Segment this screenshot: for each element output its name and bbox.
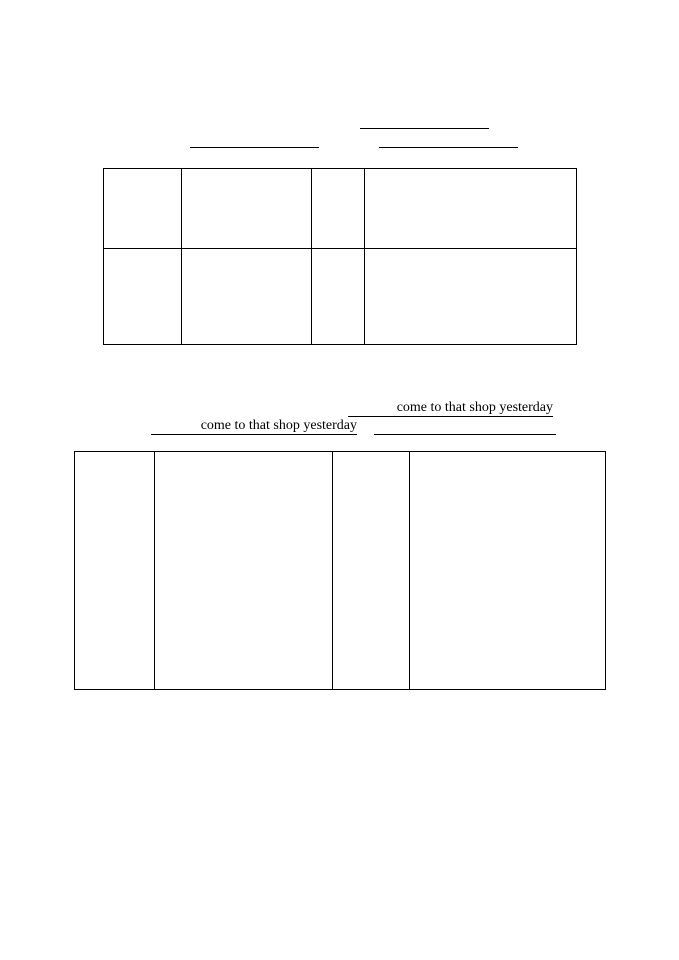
- table1-cell-r2c3[interactable]: [312, 249, 365, 345]
- table1-cell-r1c2[interactable]: [182, 169, 312, 249]
- table1-cell-r1c3[interactable]: [312, 169, 365, 249]
- blank-line-1[interactable]: [360, 128, 489, 129]
- sentence-line-1: [348, 400, 553, 417]
- table2-cell-c3[interactable]: [333, 452, 410, 690]
- table1-cell-r2c4[interactable]: [365, 249, 577, 345]
- table2-cell-c4[interactable]: [410, 452, 606, 690]
- form-table-2: [74, 451, 606, 690]
- table1-cell-r1c4[interactable]: [365, 169, 577, 249]
- blank-line-2[interactable]: [190, 147, 319, 148]
- sentence-line-2: [151, 418, 357, 435]
- table1-cell-r2c2[interactable]: [182, 249, 312, 345]
- form-table-1: [103, 168, 577, 345]
- sentence-line-2-text: come to that shop yesterday: [200, 418, 357, 433]
- table1-cell-r1c1[interactable]: [104, 169, 182, 249]
- blank-line-4[interactable]: [374, 434, 556, 435]
- table1-cell-r2c1[interactable]: [104, 249, 182, 345]
- table2-cell-c2[interactable]: [155, 452, 333, 690]
- blank-line-3[interactable]: [379, 147, 518, 148]
- table2-cell-c1[interactable]: [75, 452, 155, 690]
- sentence-line-1-text: come to that shop yesterday: [396, 400, 553, 415]
